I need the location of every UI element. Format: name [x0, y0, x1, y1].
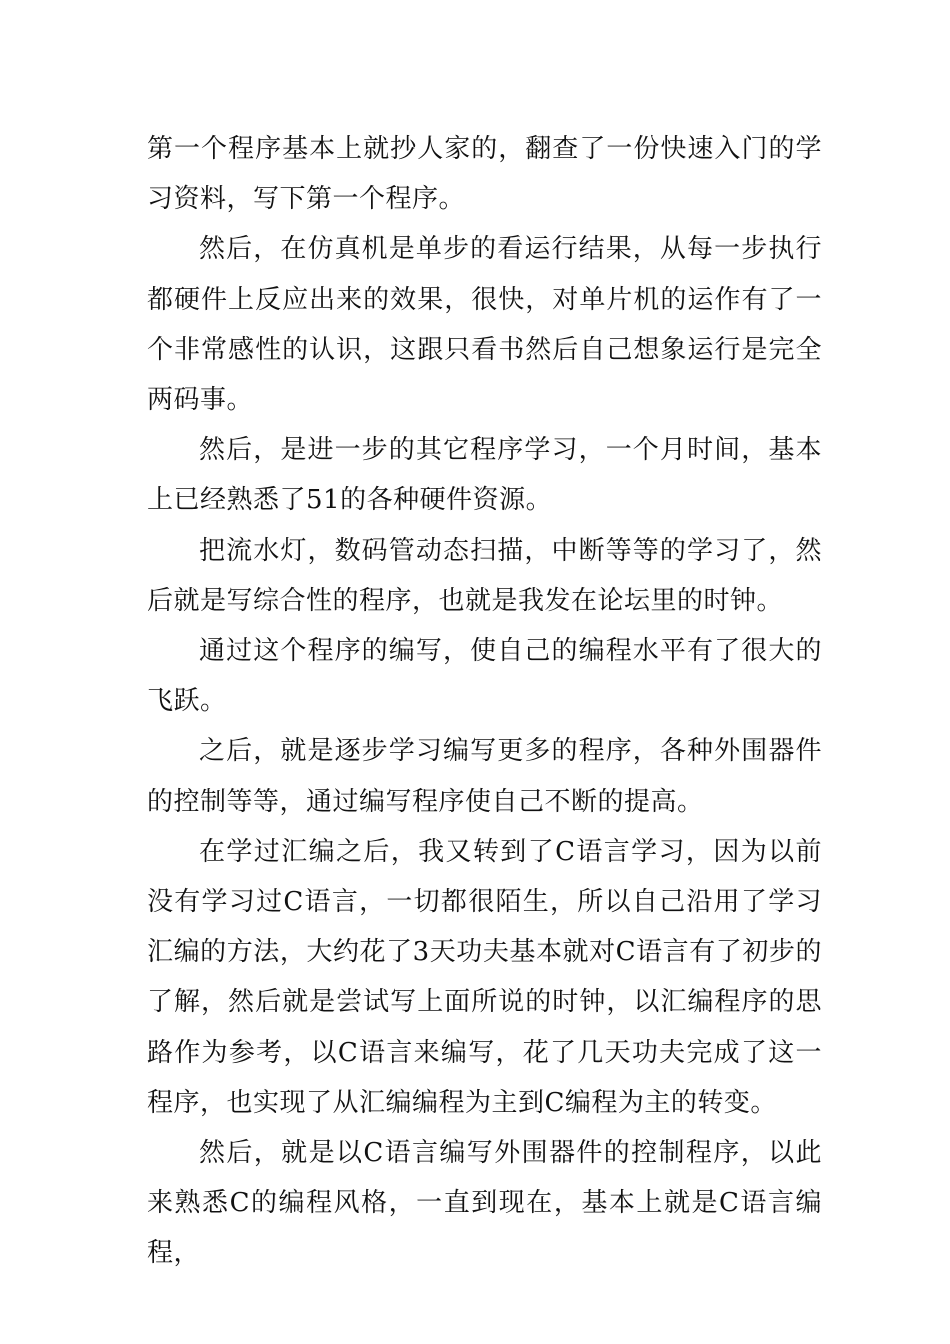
paragraph-7: 在学过汇编之后，我又转到了C语言学习，因为以前没有学习过C语言，一切都很陌生，所以自己沿用了学习汇编的方法，大约花了3天功夫基本就对C语言有了初步的了解，然后就是尝试写上面所说的时钟，以汇编程序的思路作为参考，以C语言来编写，花了几天功夫完成了这一程序，也实现了从汇编编程为主到C编程为主的转变。 [147, 836, 822, 1118]
paragraph-4: 把流水灯，数码管动态扫描，中断等等的学习了，然后就是写综合性的程序，也就是我发在论坛里的时钟。 [147, 535, 822, 616]
paragraph-2: 然后，在仿真机是单步的看运行结果，从每一步执行都硬件上反应出来的效果，很快，对单片机的运作有了一个非常感性的认识，这跟只看书然后自己想象运行是完全两码事。 [147, 234, 822, 416]
document-body [147, 124, 822, 1279]
paragraph-8: 然后，就是以C语言编写外围器件的控制程序，以此来熟悉C的编程风格，一直到现在，基本上就是C语言编程， [147, 1138, 822, 1269]
paragraph-6: 之后，就是逐步学习编写更多的程序，各种外围器件的控制等等，通过编写程序使自己不断的提高。 [147, 736, 822, 817]
paragraph-1: 第一个程序基本上就抄人家的，翻查了一份快速入门的学习资料，写下第一个程序。 [147, 134, 822, 215]
paragraph-5: 通过这个程序的编写，使自己的编程水平有了很大的飞跃。 [147, 636, 822, 717]
paragraph-3: 然后，是进一步的其它程序学习，一个月时间，基本上已经熟悉了51的各种硬件资源。 [147, 435, 822, 516]
